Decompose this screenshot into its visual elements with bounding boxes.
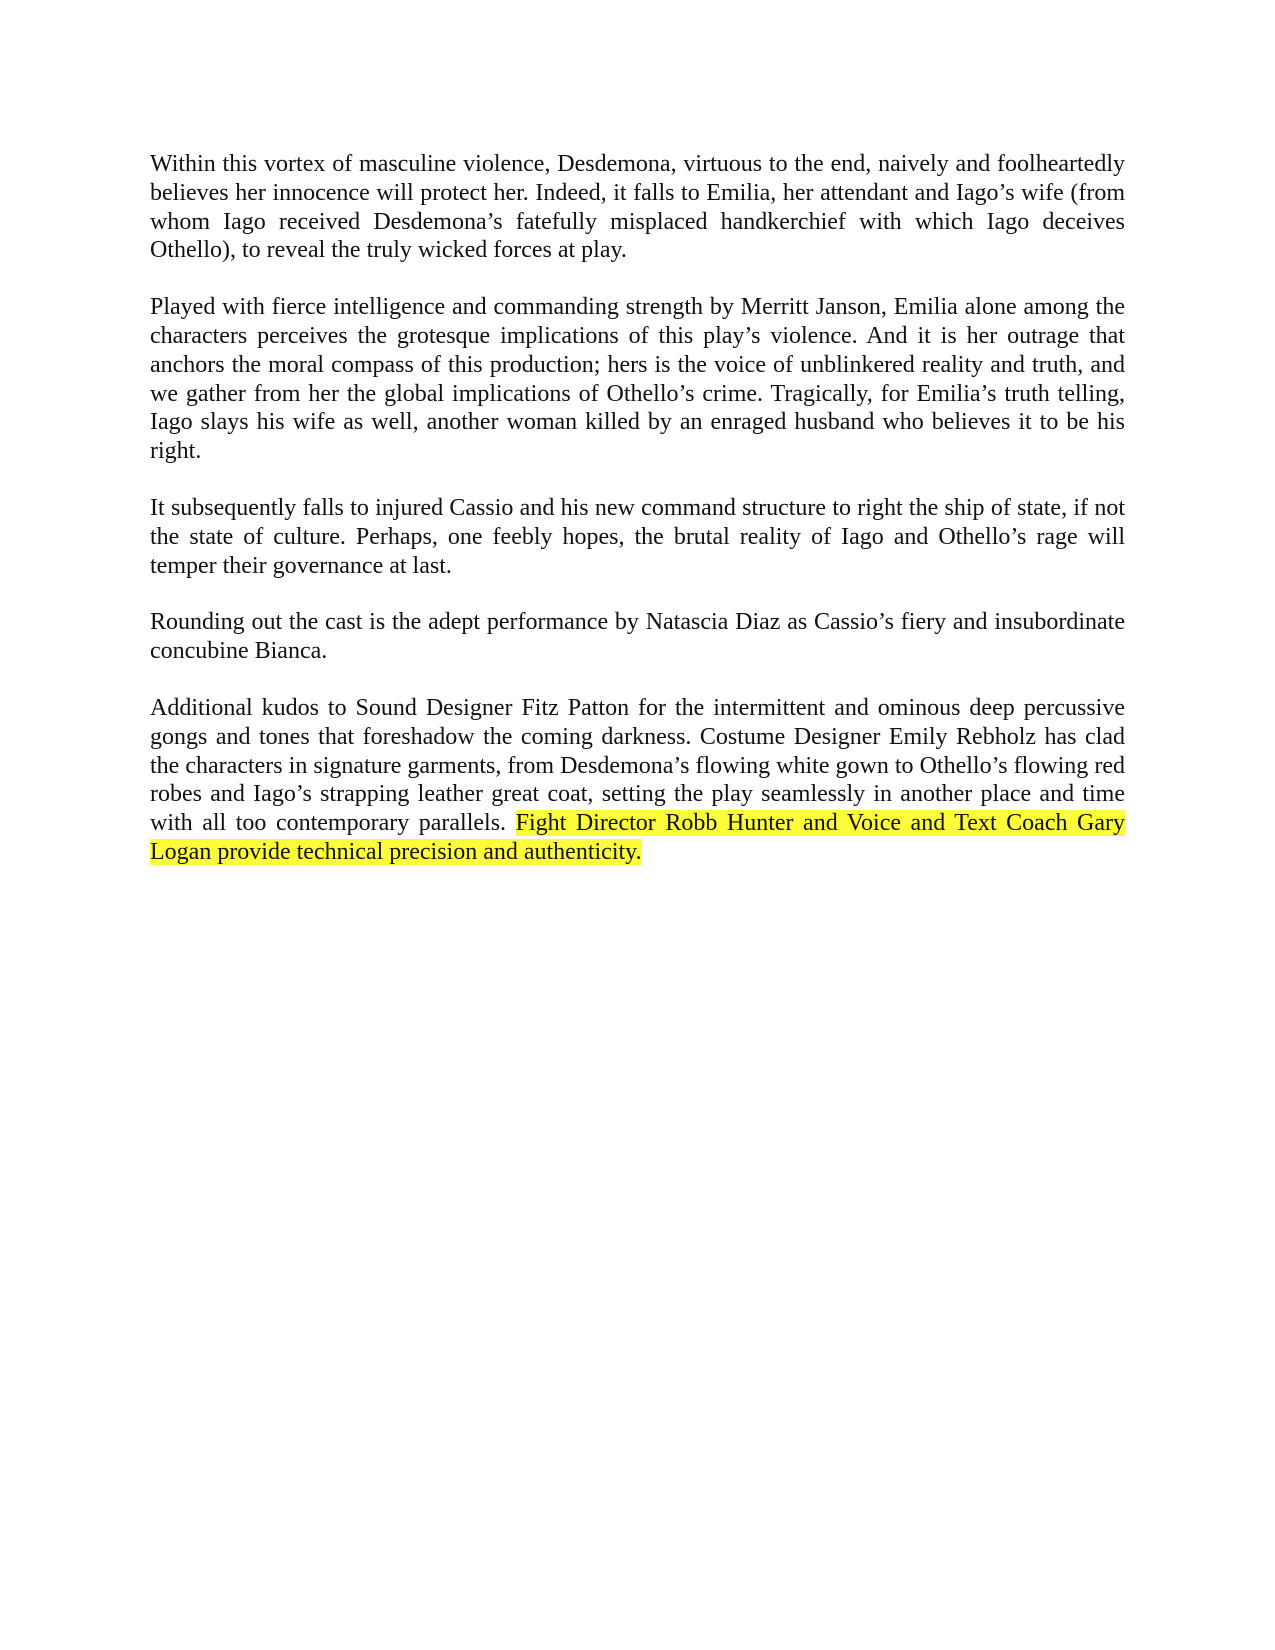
paragraph-bianca: Rounding out the cast is the adept performance by Natascia Diaz as Cassio’s fiery and insubordinate concubine Bianca. [150, 609, 1125, 665]
paragraph-cassio: It subsequently falls to injured Cassio and his new command structure to right the ship of state, if not the state of culture. Perhaps, one feebly hopes, the brutal reality of Iago and Othello’s rage will temper their governance at last. [150, 494, 1125, 579]
highlighted-credits-text: Fight Director Robb Hunter and Voice and Text Coach Gary Logan provide technical precision and authenticity. [150, 810, 1125, 865]
document-body [150, 150, 1125, 895]
paragraph-emilia: Played with fierce intelligence and commanding strength by Merritt Janson, Emilia alone among the characters perceives the grotesque implications of this play’s violence. And it is her outrage that anchors the moral compass of this production; hers is the voice of unblinkered reality and truth, and we gather from her the global implications of Othello’s crime. Tragically, for Emilia’s truth telling, Iago slays his wife as well, another woman killed by an enraged husband who believes it to be his right. [150, 294, 1125, 465]
design-credits-text: Additional kudos to Sound Designer Fitz Patton for the intermittent and ominous deep percussive gongs and tones that foreshadow the coming darkness. Costume Designer Emily Rebholz has clad the characters in signature garments, from Desdemona’s flowing white gown to Othello’s flowing red robes and Iago’s strapping leather great coat, setting the play seamlessly in another place and time with all too contemporary parallels. [150, 694, 1125, 837]
paragraph-design-credits [150, 694, 1125, 867]
paragraph-desdemona: Within this vortex of masculine violence, Desdemona, virtuous to the end, naively and foolheartedly believes her innocence will protect her. Indeed, it falls to Emilia, her attendant and Iago’s wife (from whom Iago received Desdemona’s fatefully misplaced handkerchief with which Iago deceives Othello), to reveal the truly wicked forces at play. [150, 151, 1125, 264]
